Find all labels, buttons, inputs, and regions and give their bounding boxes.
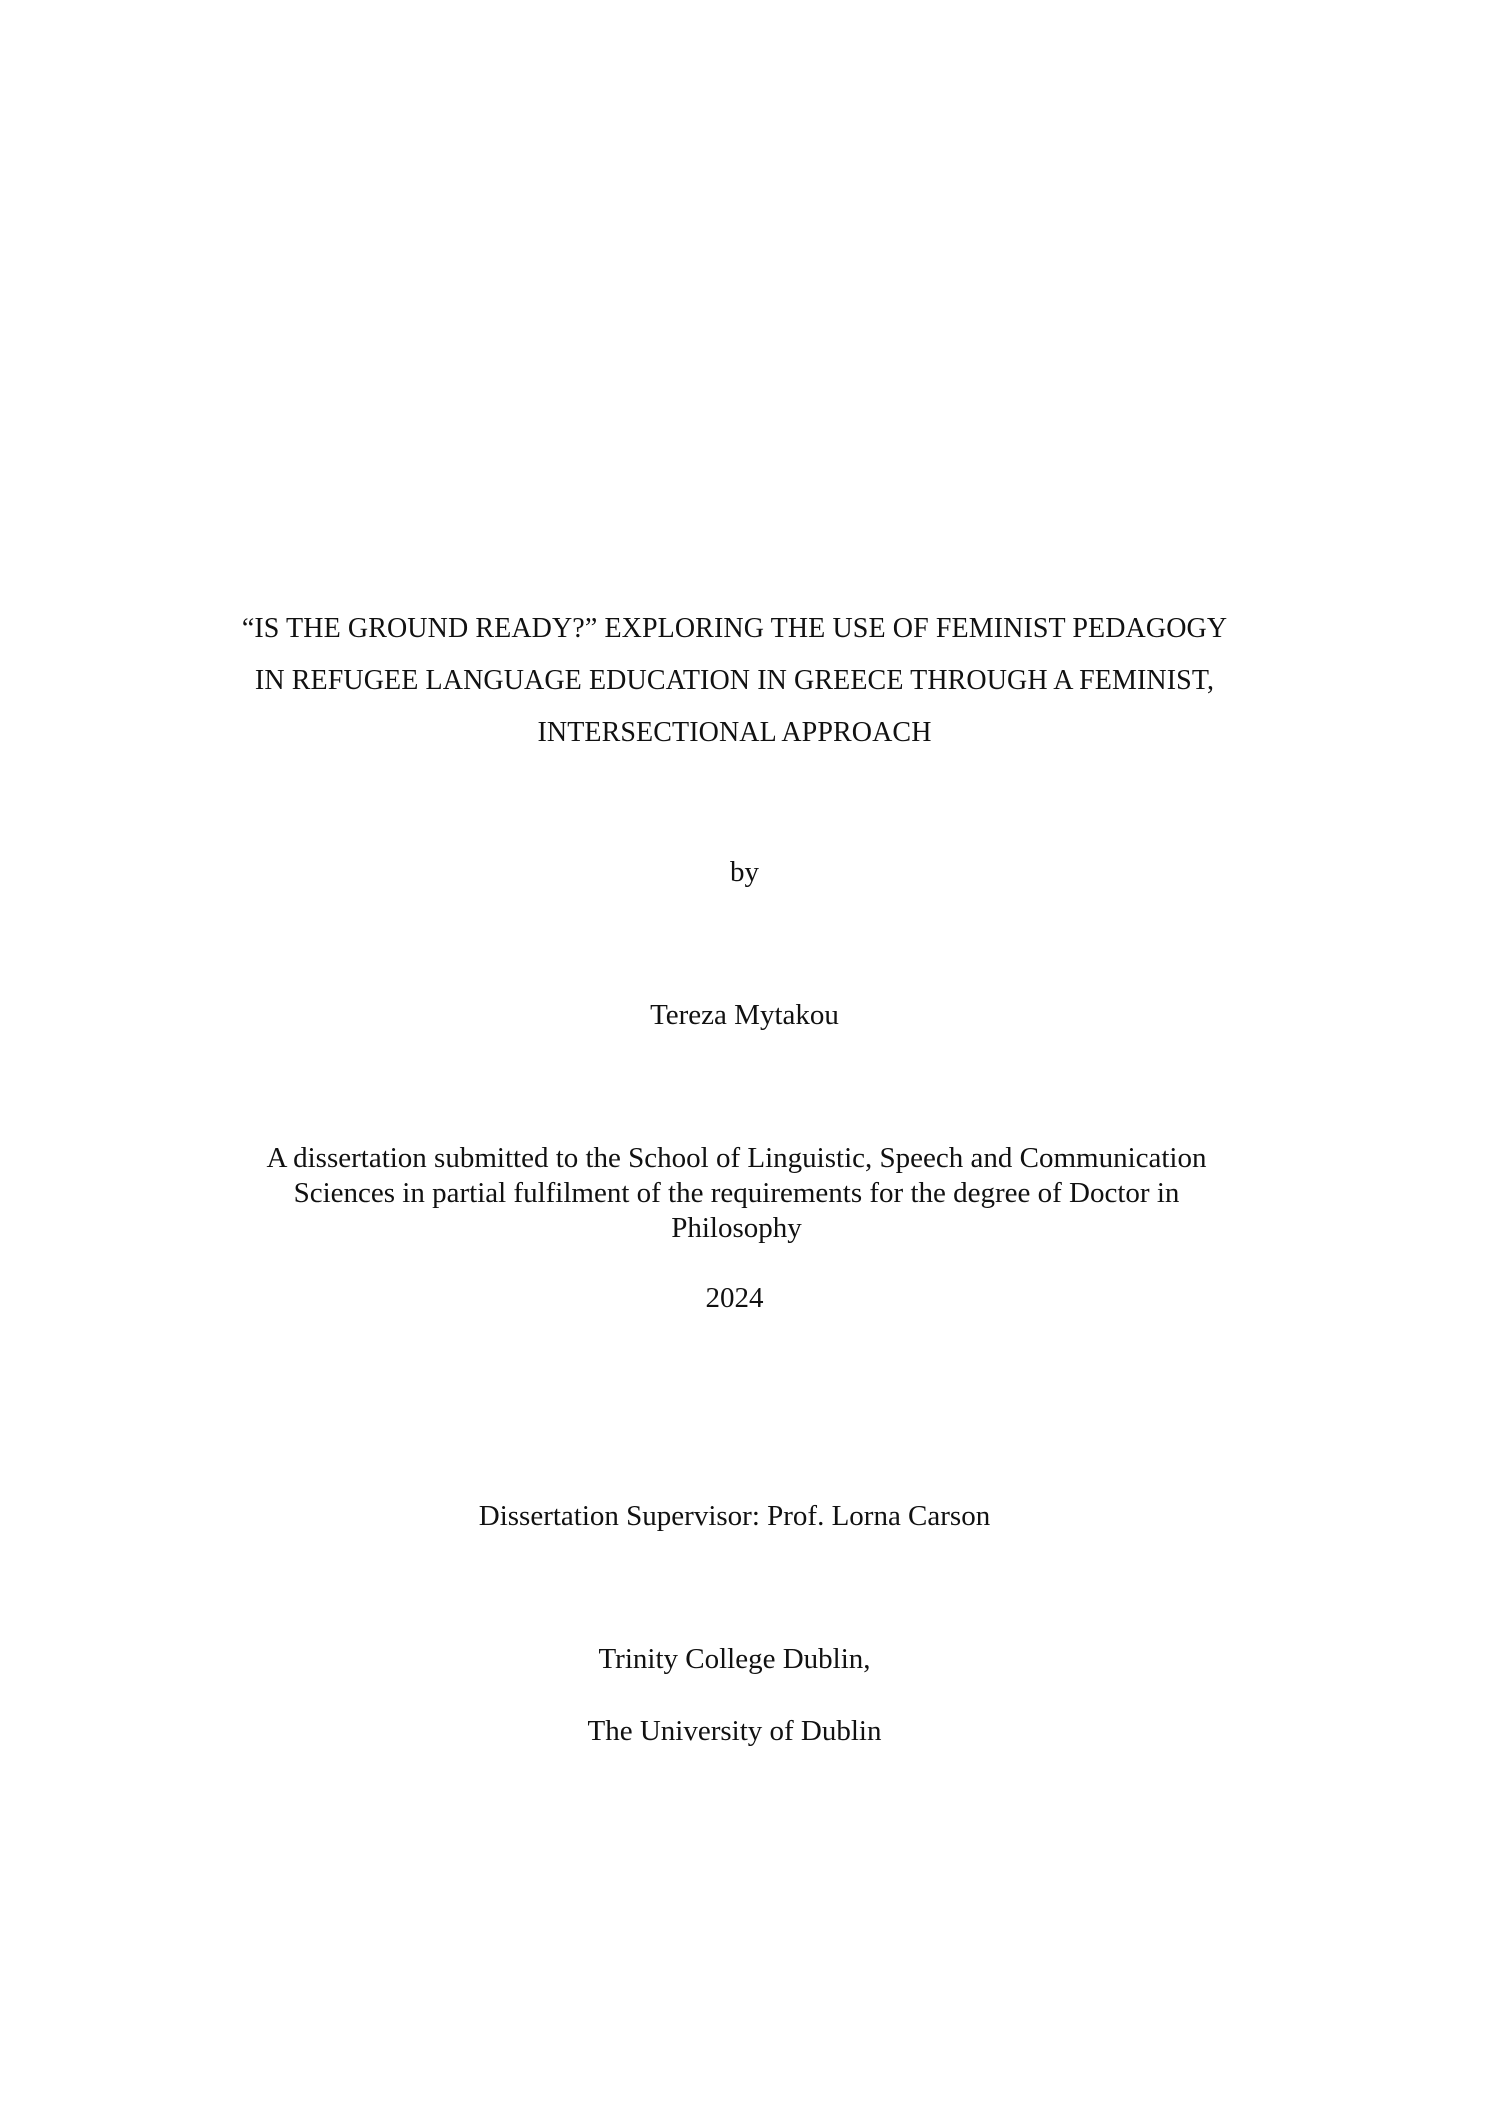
- title-line: INTERSECTIONAL APPROACH: [537, 717, 932, 748]
- title-line: IN REFUGEE LANGUAGE EDUCATION IN GREECE THROUGH A FEMINIST,: [254, 665, 1215, 696]
- university-name: The University of Dublin: [587, 1715, 882, 1747]
- statement-line: A dissertation submitted to the School of Linguistic, Speech and Communication: [266, 1142, 1207, 1174]
- submission-statement: [0, 1141, 1481, 1246]
- dissertation-title: [0, 603, 1479, 759]
- supervisor-line: Dissertation Supervisor: Prof. Lorna Carson: [478, 1500, 991, 1532]
- statement-line: Sciences in partial fulfilment of the requirements for the degree of Doctor in: [293, 1177, 1180, 1209]
- title-line: “IS THE GROUND READY?” EXPLORING THE USE OF FEMINIST PEDAGOGY: [241, 613, 1228, 644]
- by-label: by: [730, 856, 759, 888]
- author-name: Tereza Mytakou: [650, 999, 839, 1031]
- institution-name: Trinity College Dublin,: [598, 1643, 871, 1675]
- statement-line: Philosophy: [671, 1212, 802, 1244]
- submission-year: 2024: [705, 1282, 764, 1314]
